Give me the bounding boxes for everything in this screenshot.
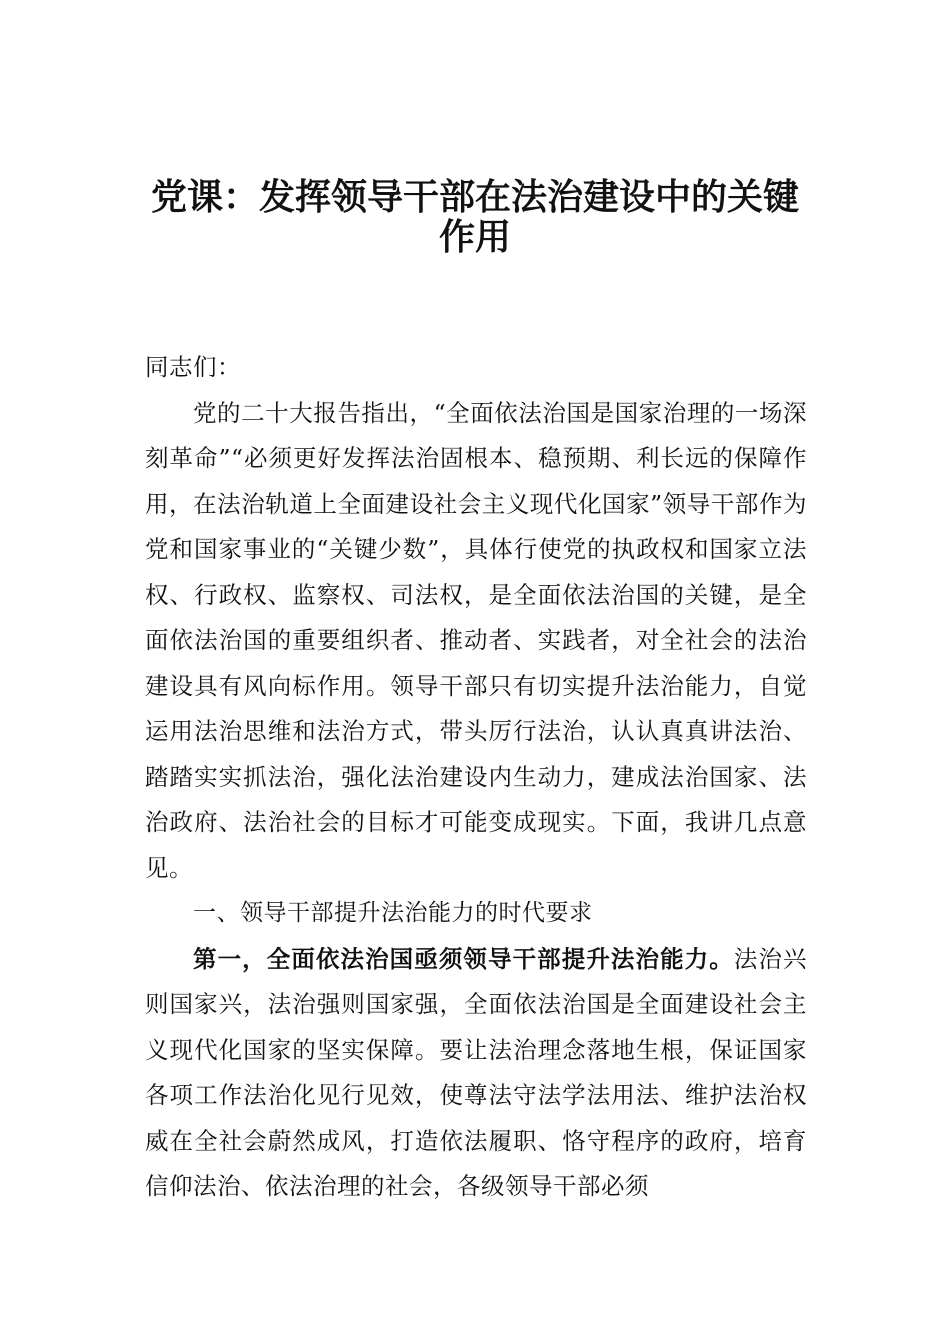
document-body [145, 345, 807, 1210]
point-lead: 第一，全面依法治国亟须领导干部提升法治能力。 [193, 944, 734, 973]
salutation: 同志们： [145, 353, 241, 381]
point-text: 法治兴则国家兴，法治强则国家强，全面依法治国是全面建设社会主义现代化国家的坚实保障。要让法治理念落地生根，保证国家各项工作法治化见行见效，使尊法守法学法用法、维护法治权威在全社会蔚然成风，打造依法履职、恪守程序的政府，培育信仰法治、依法治理的社会，各级领导干部必须 [145, 944, 808, 1200]
point-paragraph [145, 937, 807, 1210]
document-title-continued: 作用 [438, 217, 511, 258]
intro-paragraph: 党的二十大报告指出，“全面依法治国是国家治理的一场深刻革命”“必须更好发挥法治固根本、稳预期、利长远的保障作用，在法治轨道上全面建设社会主义现代化国家”领导干部作为党和国家事业的“关键少数”，具体行使党的执政权和国家立法权、行政权、监察权、司法权，是全面依法治国的关键，是全面依法治国的重要组织者、推动者、实践者，对全社会的法治建设具有风向标作用。领导干部只有切实提升法治能力，自觉运用法治思维和法治方式，带头厉行法治，认认真真讲法治、踏踏实实抓法治，强化法治建设内生动力，建成法治国家、法治政府、法治社会的目标才可能变成现实。下面，我讲几点意见。 [145, 398, 807, 882]
section-heading: 一、领导干部提升法治能力的时代要求 [193, 900, 593, 926]
document-title: 党课：发挥领导干部在法治建设中的关键 [150, 177, 799, 218]
